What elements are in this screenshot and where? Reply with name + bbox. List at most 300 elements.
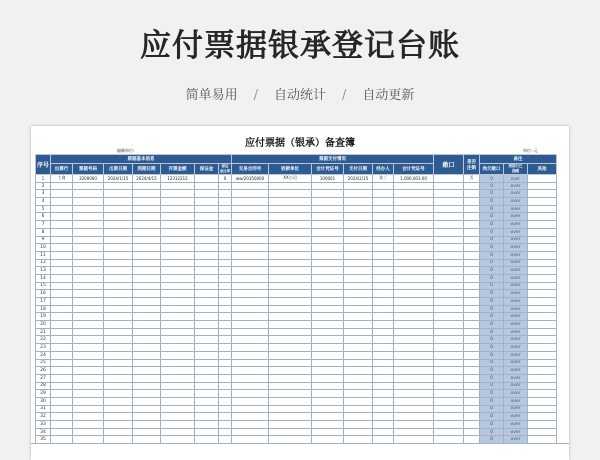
table-cell[interactable] — [73, 359, 104, 367]
table-cell[interactable] — [232, 344, 269, 352]
cell-gap[interactable] — [434, 175, 464, 183]
table-cell[interactable] — [51, 321, 73, 329]
cell-gap-amount[interactable]: 0 — [480, 413, 504, 421]
table-cell[interactable] — [344, 413, 373, 421]
table-cell[interactable] — [464, 328, 480, 336]
cell-other[interactable] — [528, 175, 557, 183]
cell-overdue[interactable]: over — [504, 367, 528, 375]
table-cell[interactable] — [219, 413, 232, 421]
table-cell[interactable] — [161, 313, 195, 321]
table-cell[interactable] — [394, 205, 434, 213]
table-cell[interactable] — [51, 344, 73, 352]
cell-overdue[interactable]: over — [504, 321, 528, 329]
table-cell[interactable] — [464, 421, 480, 429]
table-cell[interactable] — [528, 359, 557, 367]
table-cell[interactable] — [464, 198, 480, 206]
cell-gap-amount[interactable]: 0 — [480, 390, 504, 398]
cell-issuer[interactable]: 工商 — [51, 175, 73, 183]
cell-gap-amount[interactable]: 0 — [480, 221, 504, 229]
table-cell[interactable] — [133, 298, 161, 306]
table-cell[interactable] — [373, 351, 394, 359]
table-cell[interactable] — [394, 228, 434, 236]
cell-seq[interactable]: 20 — [36, 321, 51, 329]
table-cell[interactable] — [373, 428, 394, 436]
table-cell[interactable] — [434, 298, 464, 306]
table-cell[interactable] — [161, 405, 195, 413]
cell-gap-amount[interactable]: 0 — [480, 259, 504, 267]
table-cell[interactable] — [373, 328, 394, 336]
cell-overdue[interactable]: over — [504, 413, 528, 421]
table-cell[interactable] — [344, 374, 373, 382]
table-cell[interactable] — [73, 390, 104, 398]
cell-payee[interactable]: XX公司 — [269, 175, 312, 183]
table-cell[interactable] — [269, 405, 312, 413]
table-cell[interactable] — [464, 382, 480, 390]
table-cell[interactable] — [51, 374, 73, 382]
cell-overdue[interactable]: over — [504, 382, 528, 390]
table-cell[interactable] — [434, 421, 464, 429]
table-cell[interactable] — [373, 313, 394, 321]
table-cell[interactable] — [528, 221, 557, 229]
table-cell[interactable] — [434, 374, 464, 382]
table-cell[interactable] — [528, 251, 557, 259]
table-cell[interactable] — [394, 198, 434, 206]
cell-seq[interactable]: 19 — [36, 313, 51, 321]
table-cell[interactable] — [73, 282, 104, 290]
table-cell[interactable] — [161, 328, 195, 336]
table-cell[interactable] — [434, 390, 464, 398]
table-cell[interactable] — [161, 282, 195, 290]
table-cell[interactable] — [312, 182, 344, 190]
table-cell[interactable] — [51, 205, 73, 213]
cell-overdue[interactable]: over — [504, 313, 528, 321]
table-cell[interactable] — [312, 321, 344, 329]
table-cell[interactable] — [73, 290, 104, 298]
table-cell[interactable] — [528, 259, 557, 267]
table-cell[interactable] — [373, 182, 394, 190]
table-cell[interactable] — [528, 282, 557, 290]
table-cell[interactable] — [195, 236, 219, 244]
table-cell[interactable] — [528, 290, 557, 298]
table-cell[interactable] — [104, 305, 133, 313]
table-cell[interactable] — [464, 359, 480, 367]
table-cell[interactable] — [373, 221, 394, 229]
table-cell[interactable] — [51, 336, 73, 344]
table-cell[interactable] — [434, 282, 464, 290]
table-cell[interactable] — [269, 344, 312, 352]
table-cell[interactable] — [104, 359, 133, 367]
table-cell[interactable] — [232, 182, 269, 190]
table-cell[interactable] — [434, 405, 464, 413]
cell-gap-amount[interactable]: 0 — [480, 382, 504, 390]
table-cell[interactable] — [434, 351, 464, 359]
table-cell[interactable] — [434, 244, 464, 252]
table-cell[interactable] — [344, 382, 373, 390]
table-cell[interactable] — [104, 413, 133, 421]
table-cell[interactable] — [73, 228, 104, 236]
cell-overdue[interactable]: over — [504, 290, 528, 298]
cell-gap-amount[interactable]: 0 — [480, 344, 504, 352]
table-cell[interactable] — [269, 313, 312, 321]
table-cell[interactable] — [464, 205, 480, 213]
table-cell[interactable] — [219, 236, 232, 244]
table-cell[interactable] — [219, 198, 232, 206]
table-cell[interactable] — [232, 267, 269, 275]
table-cell[interactable] — [394, 367, 434, 375]
table-cell[interactable] — [394, 236, 434, 244]
table-cell[interactable] — [373, 259, 394, 267]
table-cell[interactable] — [161, 267, 195, 275]
table-cell[interactable] — [219, 359, 232, 367]
table-cell[interactable] — [232, 390, 269, 398]
table-cell[interactable] — [195, 205, 219, 213]
table-cell[interactable] — [161, 390, 195, 398]
table-cell[interactable] — [394, 298, 434, 306]
table-cell[interactable] — [269, 421, 312, 429]
table-cell[interactable] — [373, 382, 394, 390]
table-cell[interactable] — [219, 336, 232, 344]
table-cell[interactable] — [269, 321, 312, 329]
cell-issue-date[interactable]: 2024/1/15 — [104, 175, 133, 183]
table-cell[interactable] — [464, 213, 480, 221]
table-cell[interactable] — [373, 359, 394, 367]
cell-seq[interactable]: 30 — [36, 397, 51, 405]
table-cell[interactable] — [73, 221, 104, 229]
table-cell[interactable] — [73, 313, 104, 321]
table-cell[interactable] — [344, 228, 373, 236]
table-cell[interactable] — [51, 190, 73, 198]
cell-seq[interactable]: 11 — [36, 251, 51, 259]
table-cell[interactable] — [464, 336, 480, 344]
table-cell[interactable] — [104, 190, 133, 198]
table-cell[interactable] — [161, 397, 195, 405]
table-cell[interactable] — [51, 405, 73, 413]
table-cell[interactable] — [464, 428, 480, 436]
cell-seq[interactable]: 22 — [36, 336, 51, 344]
cell-deposit[interactable] — [195, 175, 219, 183]
table-cell[interactable] — [51, 328, 73, 336]
table-cell[interactable] — [528, 397, 557, 405]
table-cell[interactable] — [464, 405, 480, 413]
table-cell[interactable] — [269, 428, 312, 436]
table-cell[interactable] — [133, 267, 161, 275]
table-cell[interactable] — [73, 251, 104, 259]
table-cell[interactable] — [219, 282, 232, 290]
cell-seq[interactable]: 24 — [36, 351, 51, 359]
table-cell[interactable] — [373, 228, 394, 236]
table-cell[interactable] — [219, 397, 232, 405]
cell-seq[interactable]: 25 — [36, 359, 51, 367]
table-cell[interactable] — [312, 298, 344, 306]
table-cell[interactable] — [73, 405, 104, 413]
table-cell[interactable] — [312, 190, 344, 198]
table-cell[interactable] — [232, 205, 269, 213]
table-cell[interactable] — [434, 367, 464, 375]
cell-seq[interactable]: 29 — [36, 390, 51, 398]
table-cell[interactable] — [528, 313, 557, 321]
cell-gap-amount[interactable]: 0 — [480, 198, 504, 206]
table-cell[interactable] — [195, 421, 219, 429]
table-cell[interactable] — [195, 274, 219, 282]
table-cell[interactable] — [104, 205, 133, 213]
cell-overdue[interactable]: over — [504, 436, 528, 444]
table-cell[interactable] — [344, 359, 373, 367]
table-cell[interactable] — [394, 428, 434, 436]
table-cell[interactable] — [195, 298, 219, 306]
cell-amount[interactable]: 12312312 — [161, 175, 195, 183]
table-cell[interactable] — [133, 198, 161, 206]
table-cell[interactable] — [528, 328, 557, 336]
table-cell[interactable] — [195, 344, 219, 352]
table-cell[interactable] — [344, 221, 373, 229]
table-cell[interactable] — [434, 328, 464, 336]
table-cell[interactable] — [73, 190, 104, 198]
table-cell[interactable] — [312, 282, 344, 290]
table-cell[interactable] — [161, 367, 195, 375]
table-cell[interactable] — [219, 244, 232, 252]
table-cell[interactable] — [219, 421, 232, 429]
table-cell[interactable] — [219, 374, 232, 382]
table-cell[interactable] — [344, 190, 373, 198]
table-cell[interactable] — [269, 221, 312, 229]
table-cell[interactable] — [195, 367, 219, 375]
table-cell[interactable] — [373, 374, 394, 382]
cell-gap-amount[interactable]: 0 — [480, 290, 504, 298]
table-cell[interactable] — [104, 351, 133, 359]
cell-overdue[interactable]: over — [504, 221, 528, 229]
table-cell[interactable] — [269, 236, 312, 244]
table-cell[interactable] — [51, 221, 73, 229]
table-cell[interactable] — [195, 351, 219, 359]
table-cell[interactable] — [51, 244, 73, 252]
cell-seq[interactable]: 27 — [36, 374, 51, 382]
cell-seq[interactable]: 3 — [36, 190, 51, 198]
table-cell[interactable] — [312, 336, 344, 344]
cell-overdue[interactable]: over — [504, 428, 528, 436]
table-cell[interactable] — [528, 213, 557, 221]
cell-contract-no[interactable]: ww/20150000 — [232, 175, 269, 183]
table-cell[interactable] — [161, 190, 195, 198]
cell-bill-no[interactable]: 3200000 — [73, 175, 104, 183]
table-cell[interactable] — [434, 267, 464, 275]
table-cell[interactable] — [104, 182, 133, 190]
table-cell[interactable] — [312, 236, 344, 244]
table-cell[interactable] — [51, 382, 73, 390]
table-cell[interactable] — [434, 313, 464, 321]
table-cell[interactable] — [51, 290, 73, 298]
table-cell[interactable] — [133, 328, 161, 336]
table-cell[interactable] — [373, 321, 394, 329]
table-cell[interactable] — [528, 390, 557, 398]
table-cell[interactable] — [51, 213, 73, 221]
table-cell[interactable] — [219, 321, 232, 329]
cell-seq[interactable]: 32 — [36, 413, 51, 421]
table-cell[interactable] — [528, 351, 557, 359]
table-cell[interactable] — [312, 313, 344, 321]
table-cell[interactable] — [434, 198, 464, 206]
cell-due-date[interactable]: 2024/4/15 — [133, 175, 161, 183]
cell-overdue[interactable]: over — [504, 397, 528, 405]
table-cell[interactable] — [219, 182, 232, 190]
table-cell[interactable] — [344, 267, 373, 275]
table-cell[interactable] — [104, 336, 133, 344]
table-cell[interactable] — [232, 298, 269, 306]
cell-seq[interactable]: 34 — [36, 428, 51, 436]
table-cell[interactable] — [344, 305, 373, 313]
table-cell[interactable] — [161, 336, 195, 344]
table-cell[interactable] — [464, 221, 480, 229]
cell-gap-amount[interactable]: 0 — [480, 267, 504, 275]
table-cell[interactable] — [219, 367, 232, 375]
table-cell[interactable] — [344, 421, 373, 429]
table-cell[interactable] — [161, 344, 195, 352]
table-cell[interactable] — [528, 405, 557, 413]
table-cell[interactable] — [373, 236, 394, 244]
cell-seq[interactable]: 21 — [36, 328, 51, 336]
table-cell[interactable] — [344, 351, 373, 359]
table-cell[interactable] — [344, 182, 373, 190]
table-cell[interactable] — [73, 351, 104, 359]
table-cell[interactable] — [104, 274, 133, 282]
table-cell[interactable] — [312, 213, 344, 221]
table-cell[interactable] — [394, 328, 434, 336]
table-cell[interactable] — [133, 428, 161, 436]
table-cell[interactable] — [528, 421, 557, 429]
table-cell[interactable] — [195, 313, 219, 321]
table-cell[interactable] — [195, 244, 219, 252]
table-cell[interactable] — [232, 213, 269, 221]
table-cell[interactable] — [232, 428, 269, 436]
table-cell[interactable] — [161, 221, 195, 229]
table-cell[interactable] — [434, 236, 464, 244]
table-cell[interactable] — [73, 367, 104, 375]
table-cell[interactable] — [133, 236, 161, 244]
table-cell[interactable] — [344, 298, 373, 306]
table-cell[interactable] — [312, 359, 344, 367]
table-cell[interactable] — [373, 305, 394, 313]
table-cell[interactable] — [269, 228, 312, 236]
table-cell[interactable] — [394, 421, 434, 429]
table-cell[interactable] — [104, 428, 133, 436]
table-cell[interactable] — [312, 259, 344, 267]
cell-gap-amount[interactable]: 0 — [480, 182, 504, 190]
cell-gap-amount[interactable]: 0 — [480, 428, 504, 436]
table-cell[interactable] — [219, 221, 232, 229]
table-cell[interactable] — [232, 382, 269, 390]
table-cell[interactable] — [434, 413, 464, 421]
table-cell[interactable] — [344, 344, 373, 352]
table-cell[interactable] — [133, 251, 161, 259]
cell-seq[interactable]: 9 — [36, 236, 51, 244]
table-cell[interactable] — [312, 228, 344, 236]
table-cell[interactable] — [373, 274, 394, 282]
table-cell[interactable] — [344, 290, 373, 298]
table-cell[interactable] — [344, 390, 373, 398]
table-cell[interactable] — [434, 344, 464, 352]
cell-overdue[interactable]: over — [504, 405, 528, 413]
table-cell[interactable] — [434, 213, 464, 221]
table-cell[interactable] — [434, 259, 464, 267]
table-cell[interactable] — [528, 344, 557, 352]
table-cell[interactable] — [394, 251, 434, 259]
table-cell[interactable] — [104, 282, 133, 290]
table-cell[interactable] — [373, 205, 394, 213]
table-cell[interactable] — [312, 221, 344, 229]
table-cell[interactable] — [269, 336, 312, 344]
cell-seq[interactable]: 13 — [36, 267, 51, 275]
table-cell[interactable] — [464, 390, 480, 398]
table-cell[interactable] — [344, 321, 373, 329]
table-cell[interactable] — [104, 367, 133, 375]
table-cell[interactable] — [528, 228, 557, 236]
table-cell[interactable] — [219, 190, 232, 198]
cell-seq[interactable]: 31 — [36, 405, 51, 413]
table-cell[interactable] — [73, 374, 104, 382]
table-cell[interactable] — [232, 198, 269, 206]
table-cell[interactable] — [434, 251, 464, 259]
table-cell[interactable] — [161, 213, 195, 221]
table-cell[interactable] — [373, 405, 394, 413]
table-cell[interactable] — [133, 282, 161, 290]
table-cell[interactable] — [133, 213, 161, 221]
table-cell[interactable] — [104, 344, 133, 352]
table-cell[interactable] — [161, 428, 195, 436]
table-cell[interactable] — [73, 198, 104, 206]
cell-seq[interactable]: 23 — [36, 344, 51, 352]
table-cell[interactable] — [73, 428, 104, 436]
cell-overdue[interactable]: over — [504, 205, 528, 213]
cell-voucher-no[interactable]: 100001 — [312, 175, 344, 183]
cell-gap-amount[interactable]: 0 — [480, 367, 504, 375]
table-cell[interactable] — [434, 228, 464, 236]
table-cell[interactable] — [232, 413, 269, 421]
cell-gap-amount[interactable]: 0 — [480, 313, 504, 321]
table-cell[interactable] — [373, 282, 394, 290]
cell-gap-amount[interactable]: 0 — [480, 374, 504, 382]
table-cell[interactable] — [528, 298, 557, 306]
cell-seq[interactable]: 5 — [36, 205, 51, 213]
table-cell[interactable] — [394, 382, 434, 390]
table-cell[interactable] — [161, 259, 195, 267]
table-cell[interactable] — [344, 336, 373, 344]
cell-overdue[interactable]: over — [504, 344, 528, 352]
table-cell[interactable] — [161, 374, 195, 382]
cell-pay-voucher[interactable]: 1,000,003.00 — [394, 175, 434, 183]
table-cell[interactable] — [73, 421, 104, 429]
table-cell[interactable] — [104, 267, 133, 275]
table-cell[interactable] — [133, 274, 161, 282]
table-cell[interactable] — [51, 198, 73, 206]
table-cell[interactable] — [219, 405, 232, 413]
table-cell[interactable] — [51, 313, 73, 321]
table-cell[interactable] — [373, 421, 394, 429]
cell-overdue[interactable]: over — [504, 267, 528, 275]
table-cell[interactable] — [51, 390, 73, 398]
table-cell[interactable] — [232, 374, 269, 382]
table-cell[interactable] — [104, 321, 133, 329]
table-cell[interactable] — [161, 321, 195, 329]
table-cell[interactable] — [528, 274, 557, 282]
table-cell[interactable] — [464, 251, 480, 259]
table-cell[interactable] — [464, 305, 480, 313]
table-cell[interactable] — [434, 190, 464, 198]
table-cell[interactable] — [344, 205, 373, 213]
table-cell[interactable] — [232, 351, 269, 359]
cell-gap-amount[interactable]: 0 — [480, 397, 504, 405]
table-cell[interactable] — [464, 344, 480, 352]
table-cell[interactable] — [528, 190, 557, 198]
table-cell[interactable] — [232, 397, 269, 405]
